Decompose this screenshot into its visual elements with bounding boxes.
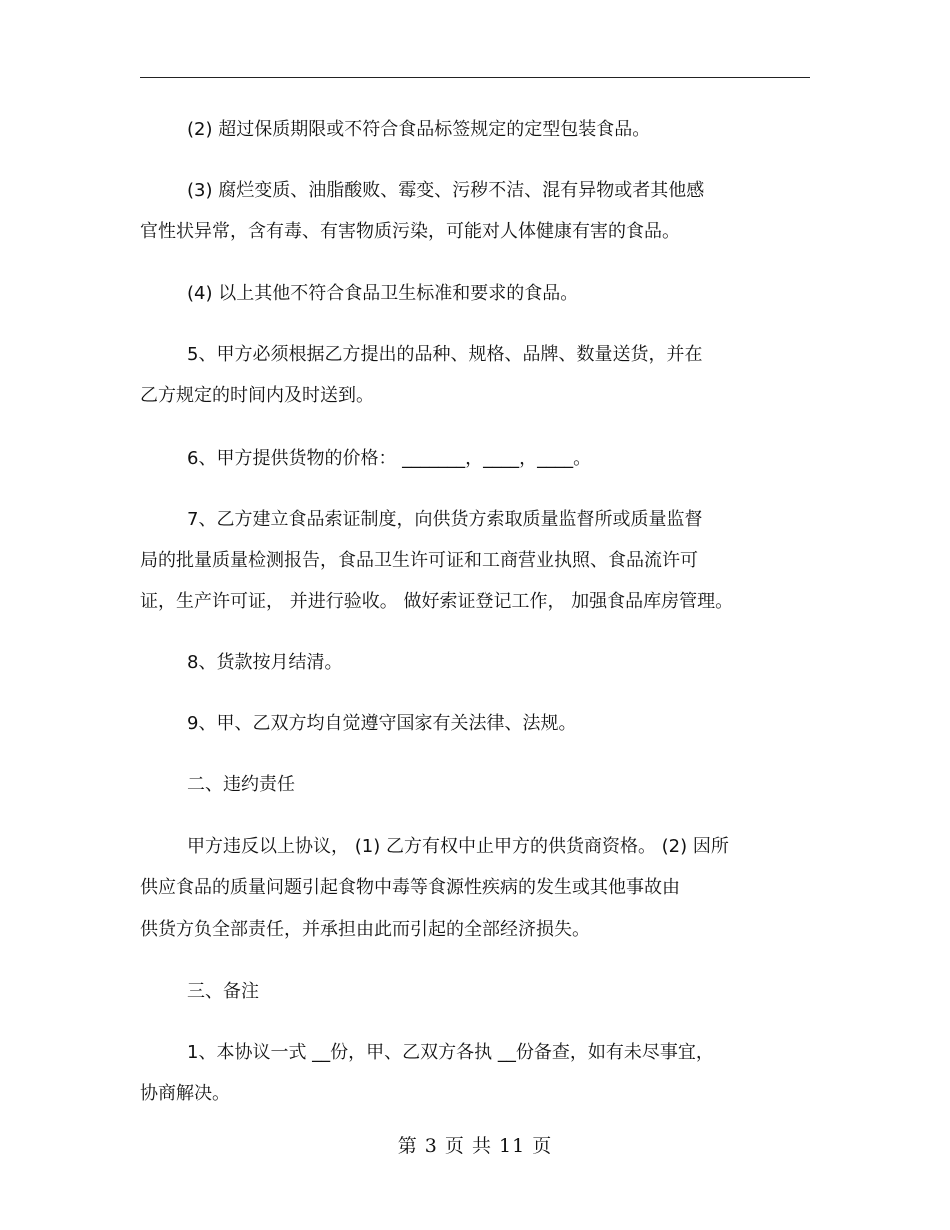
item-6-price-line: 6、甲方提供货物的价格： _______，____，____。 — [187, 448, 592, 469]
clause-3-line-2: 官性状异常，含有毒、有害物质污染，可能对人体健康有害的食品。 — [140, 221, 680, 242]
item-8-line: 8、货款按月结清。 — [187, 652, 343, 673]
clause-4-line-1: (4) 以上其他不符合食品卫生标准和要求的食品。 — [187, 283, 579, 304]
item-9-line: 9、甲、乙双方均自觉遵守国家有关法律、法规。 — [187, 713, 577, 734]
breach-line-3: 供货方负全部责任，并承担由此而引起的全部经济损失。 — [140, 919, 590, 940]
breach-line-2: 供应食品的质量问题引起食物中毒等食源性疾病的发生或其他事故由 — [140, 877, 680, 898]
section-breach-heading: 二、违约责任 — [187, 774, 295, 795]
item-7-line-1: 7、乙方建立食品索证制度，向供货方索取质量监督所或质量监督 — [187, 509, 703, 530]
breach-line-1: 甲方违反以上协议， (1) 乙方有权中止甲方的供货商资格。 (2) 因所 — [187, 836, 729, 857]
clause-2-line-1: (2) 超过保质期限或不符合食品标签规定的定型包装食品。 — [187, 119, 651, 140]
page-number-footer: 第 3 页 共 11 页 — [397, 1135, 553, 1157]
item-5-line-2: 乙方规定的时间内及时送到。 — [140, 385, 374, 406]
item-5-line-1: 5、甲方必须根据乙方提出的品种、规格、品牌、数量送货，并在 — [187, 344, 703, 365]
remarks-item-1-line-1: 1、本协议一式 __份，甲、乙双方各执 __份备查，如有未尽事宜， — [187, 1042, 714, 1063]
item-7-line-3: 证，生产许可证， 并进行验收。 做好索证登记工作， 加强食品库房管理。 — [140, 591, 734, 612]
item-7-line-2: 局的批量质量检测报告，食品卫生许可证和工商营业执照、食品流许可 — [140, 550, 698, 571]
section-remarks-heading: 三、备注 — [187, 981, 259, 1002]
remarks-item-1-line-2: 协商解决。 — [140, 1083, 230, 1104]
header-rule — [140, 77, 810, 78]
clause-3-line-1: (3) 腐烂变质、油脂酸败、霉变、污秽不洁、混有异物或者其他感 — [187, 180, 705, 201]
